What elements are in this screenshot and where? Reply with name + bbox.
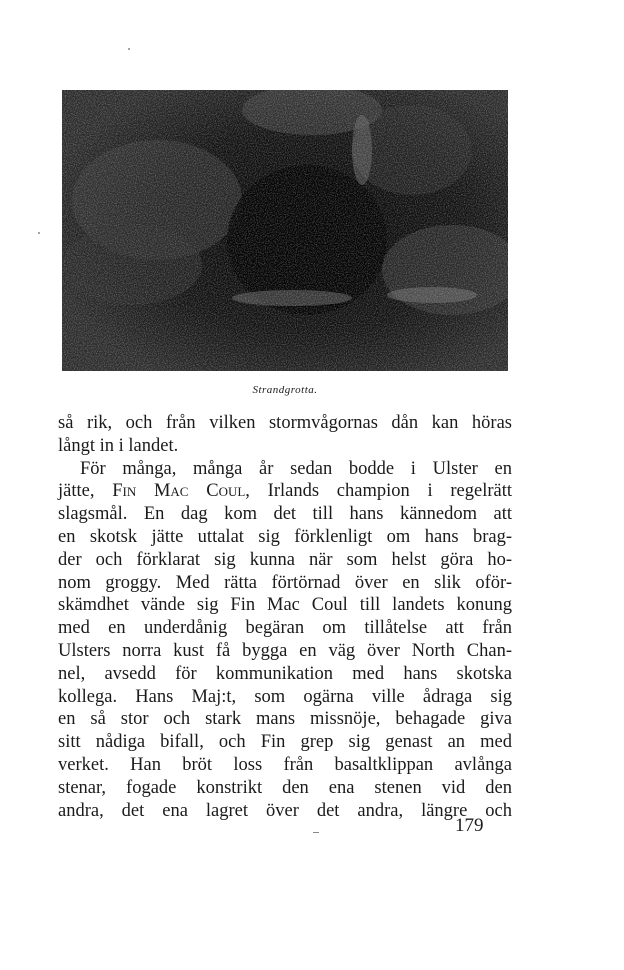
page-number: 179 [455,815,484,836]
text-line: med en underdånig begäran om tillåtelse att från [58,618,512,639]
dust-speck [38,232,40,234]
text-line: nom groggy. Med rätta förtörnad över en slik oför- [58,572,512,593]
text-line: För många, många år sedan bodde i Ulster en [80,458,512,479]
text-line: en så stor och stark mans missnöje, behagade giva [58,709,512,730]
text-line: skämdhet vände sig Fin Mac Coul till landets konung [58,595,512,616]
cave-photograph [62,90,508,371]
figure-caption: Strandgrotta. [252,384,318,396]
text-line: långt in i landet. [58,435,179,456]
text-line: Ulsters norra kust få bygga en väg över North Chan- [58,640,512,661]
text-line: stenar, fogade konstrikt den ena stenen vid den [58,777,512,798]
text-line: der och förklarat sig kunna när som helst göra ho- [58,549,512,570]
dust-speck [313,832,319,833]
text-fragment: jätte, [58,481,95,502]
text-line: en skotsk jätte uttalat sig förklenligt om hans brag- [58,526,512,547]
text-line: nel, avsedd för kommunikation med hans skotska [58,663,512,684]
text-line: sitt nådiga bifall, och Fin grep sig genast an med [58,732,512,753]
dust-speck [128,48,130,50]
text-line: kollega. Hans Maj:t, som ogärna ville ådraga sig [58,686,512,707]
person-name: Fin Mac Coul, [112,481,250,502]
text-line: slagsmål. En dag kom det till hans kännedom att [58,504,512,525]
text-line-with-name [58,480,512,503]
text-fragment: Irlands champion i regelrätt [267,481,513,502]
body-text [58,412,512,822]
text-line: så rik, och från vilken stormvågornas dån kan höras [58,413,512,433]
cave-photo-image [62,90,508,371]
text-line: andra, det ena lagret över det andra, längre och [58,800,512,821]
text-line: verket. Han bröt loss från basaltklippan avlånga [58,754,512,775]
